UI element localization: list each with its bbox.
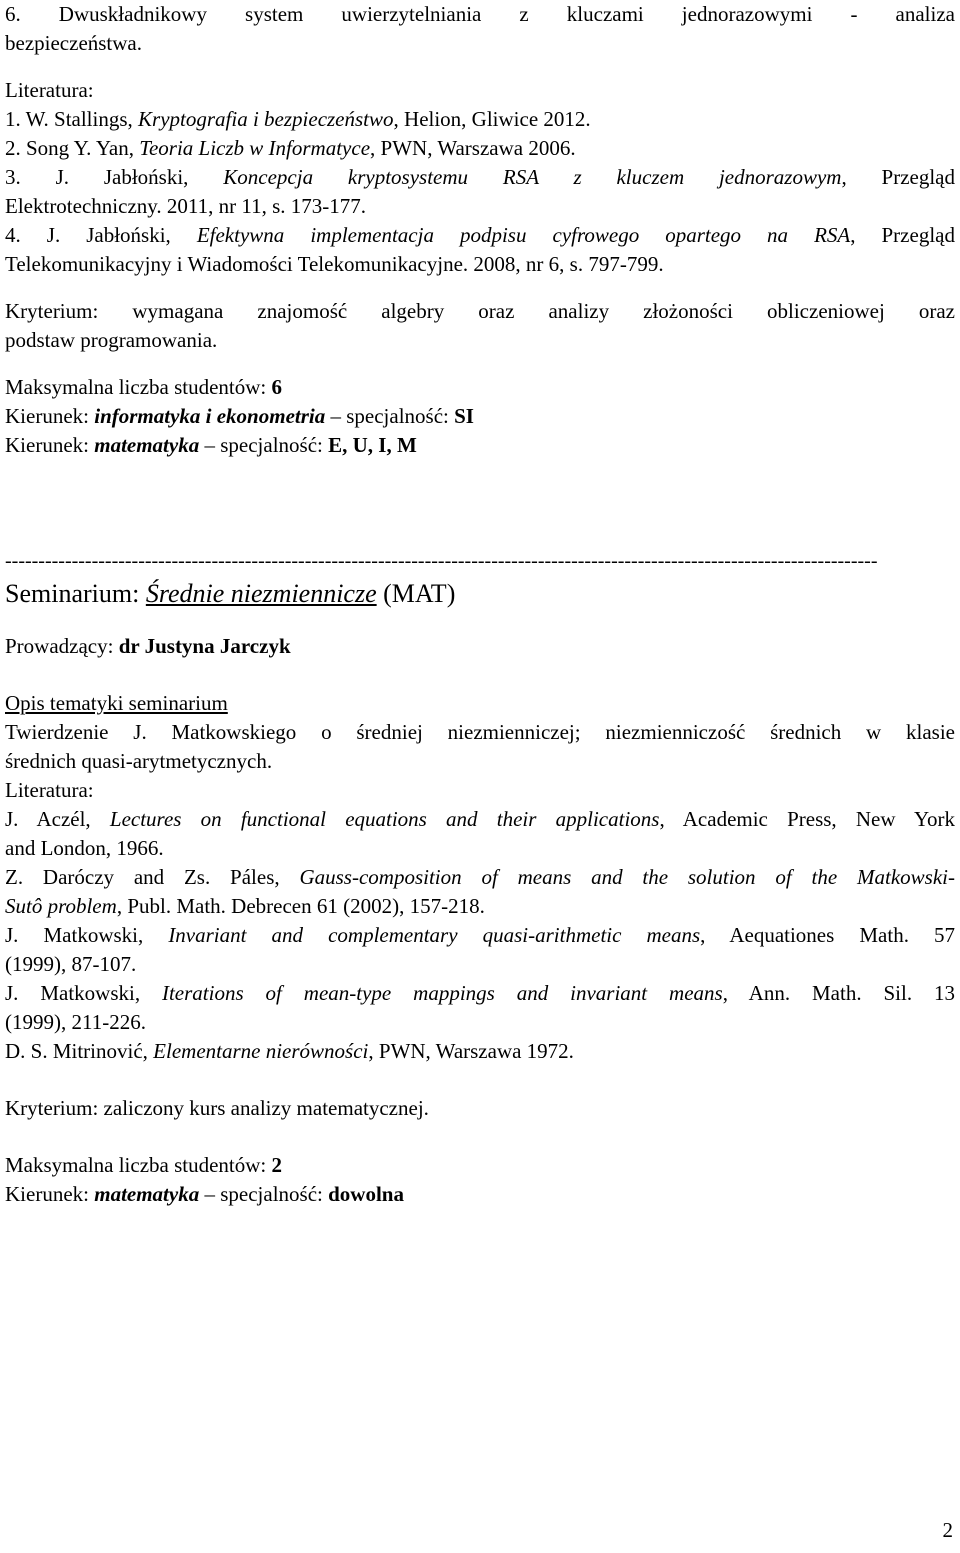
direction-1: Kierunek: informatyka i ekonometria – specjalność: SI	[5, 404, 474, 428]
reference-2: 2. Song Y. Yan, Teoria Liczb w Informatyce, PWN, Warszawa 2006.	[5, 136, 576, 160]
seminar-leader: Prowadzący: dr Justyna Jarczyk	[5, 634, 291, 658]
topic-6-line-2: bezpieczeństwa.	[5, 31, 143, 55]
seminar-description-line-1: Twierdzenie J. Matkowskiego o średniej niezmienniczej; niezmienniczość średnich w klasie	[5, 720, 955, 744]
criterion-line-2: podstaw programowania.	[5, 328, 218, 352]
seminar-reference-1-cont: and London, 1966.	[5, 836, 164, 860]
document-page	[5, 0, 955, 1209]
criterion-line-1: Kryterium: wymagana znajomość algebry oraz analizy złożoności obliczeniowej oraz	[5, 299, 955, 323]
seminar-description-line-2: średnich quasi-arytmetycznych.	[5, 749, 273, 773]
reference-1: 1. W. Stallings, Kryptografia i bezpieczeństwo, Helion, Gliwice 2012.	[5, 107, 591, 131]
reference-4-cont: Telekomunikacyjny i Wiadomości Telekomunikacyjne. 2008, nr 6, s. 797-799.	[5, 252, 664, 276]
seminar-reference-5: D. S. Mitrinović, Elementarne nierówności, PWN, Warszawa 1972.	[5, 1039, 574, 1063]
topic-6-line-1: 6. Dwuskładnikowy system uwierzytelniania z kluczami jednorazowymi - analiza	[5, 2, 955, 26]
seminar-criterion: Kryterium: zaliczony kurs analizy matematycznej.	[5, 1096, 429, 1120]
literature-label: Literatura:	[5, 78, 94, 102]
seminar-literature-label: Literatura:	[5, 778, 94, 802]
seminar-title: Seminarium: Średnie niezmiennicze (MAT)	[5, 579, 456, 608]
seminar-reference-2-cont: Sutô problem, Publ. Math. Debrecen 61 (2002), 157-218.	[5, 894, 485, 918]
seminar-max-students: Maksymalna liczba studentów: 2	[5, 1153, 283, 1177]
seminar-description-heading: Opis tematyki seminarium	[5, 691, 228, 715]
seminar-reference-2: Z. Daróczy and Zs. Páles, Gauss-composition of means and the solution of the Matkowski-	[5, 865, 955, 889]
reference-4: 4. J. Jabłoński, Efektywna implementacja podpisu cyfrowego opartego na RSA, Przegląd	[5, 223, 955, 247]
seminar-reference-3-cont: (1999), 87-107.	[5, 952, 137, 976]
seminar-reference-4-cont: (1999), 211-226.	[5, 1010, 146, 1034]
seminar-direction: Kierunek: matematyka – specjalność: dowolna	[5, 1182, 404, 1206]
reference-3: 3. J. Jabłoński, Koncepcja kryptosystemu RSA z kluczem jednorazowym, Przegląd	[5, 165, 956, 189]
section-separator: -----------------------------------------------------------------------------------------------------------------------------------	[5, 550, 878, 572]
seminar-reference-4: J. Matkowski, Iterations of mean-type mappings and invariant means, Ann. Math. Sil. 13	[5, 981, 955, 1005]
seminar-reference-1: J. Aczél, Lectures on functional equations and their applications, Academic Press, New York	[5, 807, 956, 831]
page-number: 2	[942, 1518, 953, 1542]
seminar-reference-3: J. Matkowski, Invariant and complementary quasi-arithmetic means, Aequationes Math. 57	[5, 923, 956, 947]
reference-3-cont: Elektrotechniczny. 2011, nr 11, s. 173-177.	[5, 194, 366, 218]
max-students: Maksymalna liczba studentów: 6	[5, 375, 283, 399]
direction-2: Kierunek: matematyka – specjalność: E, U, I, M	[5, 433, 417, 457]
